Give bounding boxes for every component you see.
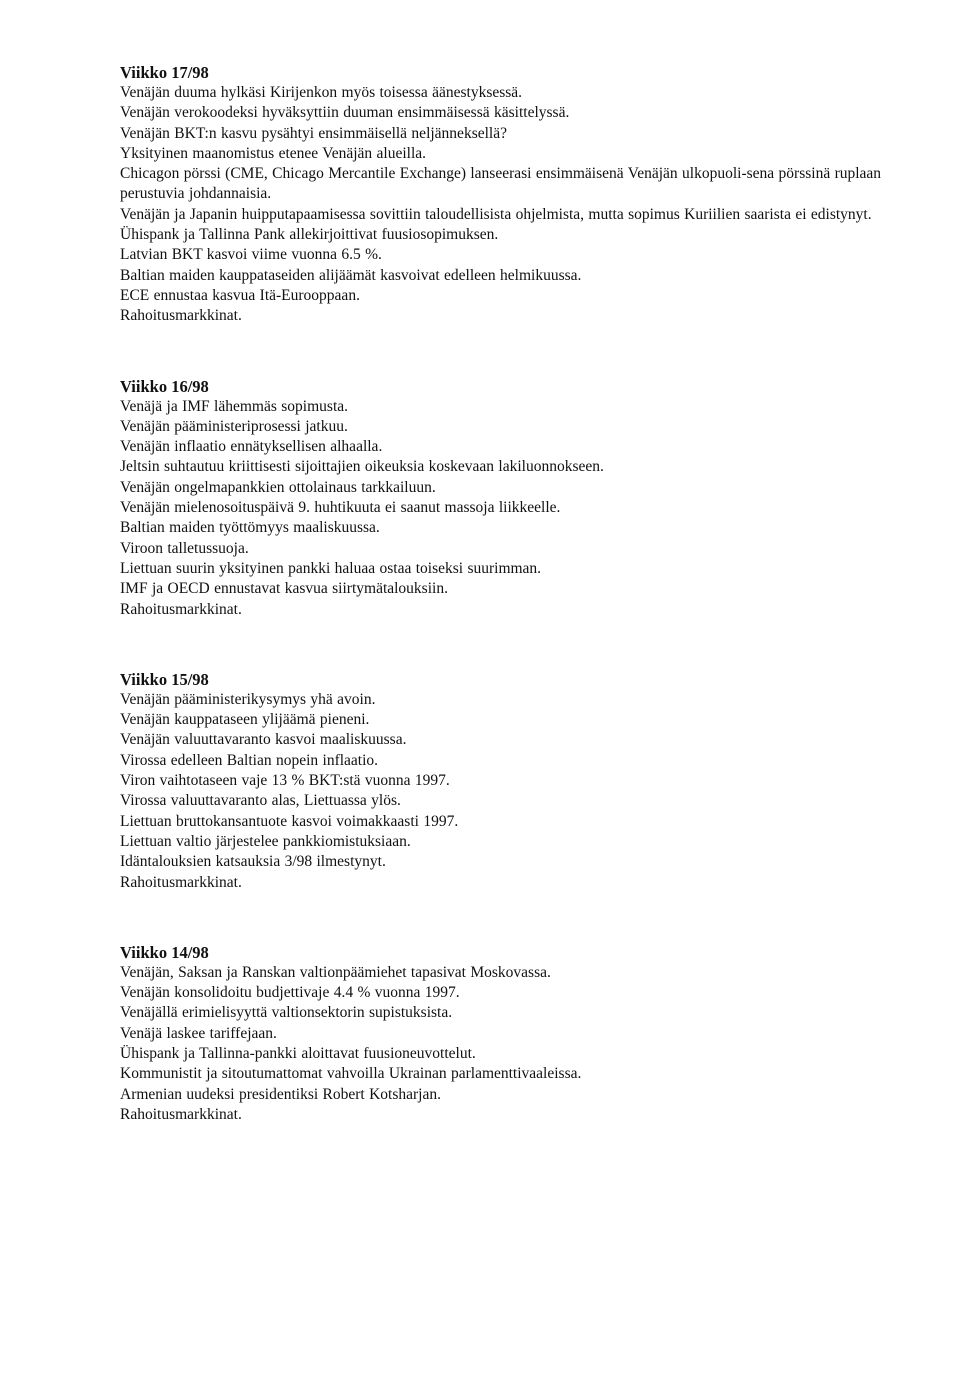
news-item: Venäjän konsolidoitu budjettivaje 4.4 % vuonna 1997. [120,984,460,1002]
week-section [120,62,920,327]
document-page [120,62,920,1125]
news-item: Venäjän BKT:n kasvu pysähtyi ensimmäisellä neljänneksellä? [120,124,507,142]
news-item: Liettuan valtio järjestelee pankkiomistuksiaan. [120,832,411,850]
news-item: Ühispank ja Tallinna Pank allekirjoittivat fuusiosopimuksen. [120,226,499,244]
week-title: Viikko 17/98 [120,63,209,82]
news-item: Kommunistit ja sitoutumattomat vahvoilla Ukrainan parlamenttivaaleissa. [120,1065,582,1083]
news-item: Ühispank ja Tallinna-pankki aloittavat fuusioneuvottelut. [120,1044,476,1062]
week-section [120,376,920,620]
news-item: Rahoitusmarkkinat. [120,307,242,325]
week-section [120,942,920,1125]
week-title: Viikko 16/98 [120,376,209,396]
news-item: Armenian uudeksi presidentiksi Robert Kotsharjan. [120,1085,441,1103]
news-item: Jeltsin suhtautuu kriittisesti sijoittajien oikeuksia koskevaan lakiluonnokseen. [120,458,604,476]
news-item: Rahoitusmarkkinat. [120,1105,242,1123]
news-item: Venäjä ja IMF lähemmäs sopimusta. [120,397,348,415]
news-item: Venäjän ongelmapankkien ottolainaus tarkkailuun. [120,478,436,496]
news-item: ECE ennustaa kasvua Itä-Eurooppaan. [120,286,360,304]
news-item: Liettuan suurin yksityinen pankki haluaa ostaa toiseksi suurimman. [120,559,542,577]
news-item: Venäjän duuma hylkäsi Kirijenkon myös toisessa äänestyksessä. [120,84,523,101]
news-list [120,963,920,1125]
news-item: Latvian BKT kasvoi viime vuonna 6.5 %. [120,246,382,264]
news-item: Venäjän valuuttavaranto kasvoi maaliskuussa. [120,731,407,749]
news-item: Rahoitusmarkkinat. [120,873,242,891]
week-section [120,669,920,893]
news-item: Virossa valuuttavaranto alas, Liettuassa ylös. [120,792,401,810]
news-item: Virossa edelleen Baltian nopein inflaatio. [120,751,379,769]
news-item: Venäjän, Saksan ja Ranskan valtionpäämiehet tapasivat Moskovassa. [120,963,551,981]
news-list [120,83,920,327]
news-item: Venäjän mielenosoituspäivä 9. huhtikuuta ei saanut massoja liikkeelle. [120,499,561,517]
news-item: Venäjän pääministeriprosessi jatkuu. [120,417,348,435]
news-item: Viroon talletussuoja. [120,539,249,557]
week-title: Viikko 14/98 [120,942,209,962]
news-item: Viron vaihtotaseen vaje 13 % BKT:stä vuonna 1997. [120,772,450,790]
news-item: Venäjän pääministerikysymys yhä avoin. [120,690,376,708]
news-item: Venäjän verokoodeksi hyväksyttiin duuman ensimmäisessä käsittelyssä. [120,104,570,122]
news-list [120,690,920,893]
news-item: Venäjällä erimielisyyttä valtionsektorin supistuksista. [120,1004,453,1022]
news-item: Venäjän inflaatio ennätyksellisen alhaalla. [120,438,383,456]
news-item: Venäjän ja Japanin huipputapaamisessa sovittiin taloudellisista ohjelmista, mutta sopimus Kuriilien saarista ei edistynyt. [120,205,872,223]
week-title: Viikko 15/98 [120,669,209,689]
news-item: Idäntalouksien katsauksia 3/98 ilmestynyt. [120,853,386,871]
news-item: Venäjän kauppataseen ylijäämä pieneni. [120,711,370,729]
news-item: IMF ja OECD ennustavat kasvua siirtymätalouksiin. [120,580,448,598]
news-item: Liettuan bruttokansantuote kasvoi voimakkaasti 1997. [120,812,459,830]
news-item: Baltian maiden työttömyys maaliskuussa. [120,519,380,537]
news-item: Rahoitusmarkkinat. [120,600,242,618]
news-item: Yksityinen maanomistus etenee Venäjän alueilla. [120,144,427,162]
news-item: Chicagon pörssi (CME, Chicago Mercantile Exchange) lanseerasi ensimmäisenä Venäjän ulkopuoli-sena pörssinä ruplaan perustuvia johdannaisia. [120,165,882,203]
news-item: Baltian maiden kauppataseiden alijäämät kasvoivat edelleen helmikuussa. [120,266,582,284]
news-item: Venäjä laskee tariffejaan. [120,1024,277,1042]
news-list [120,397,920,620]
